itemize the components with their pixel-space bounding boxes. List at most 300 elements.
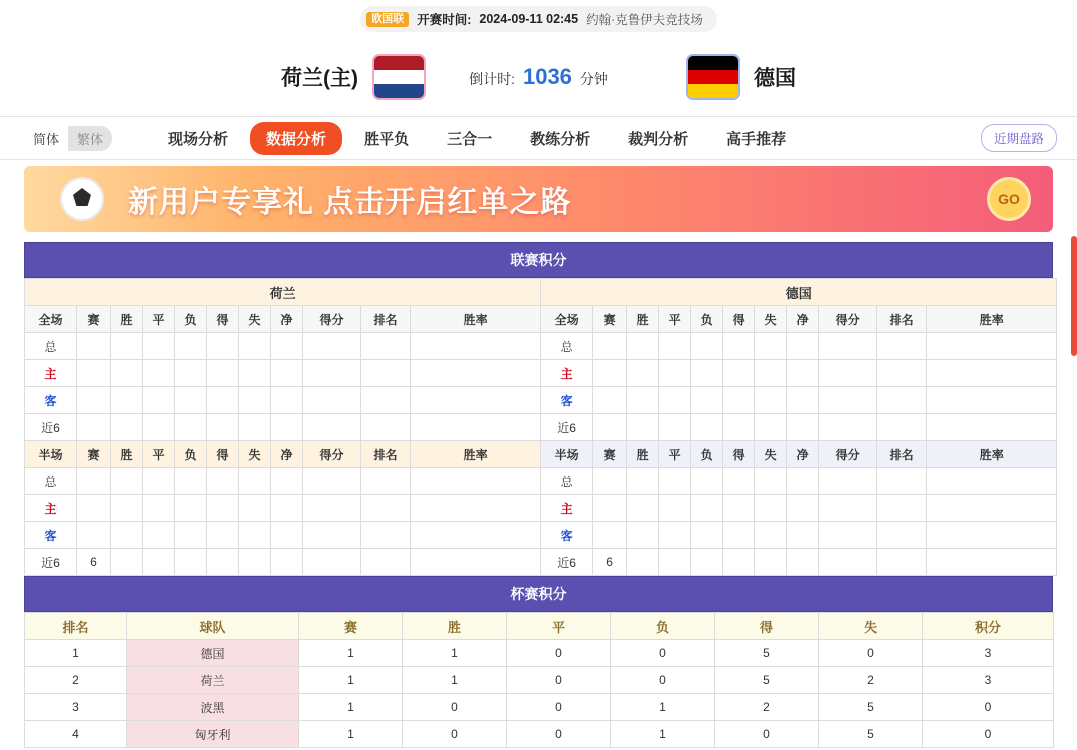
- row-label-away-1: 主: [541, 360, 593, 387]
- league-standings-table: [24, 278, 1057, 576]
- cell: [723, 495, 755, 522]
- cup-standings-body: [25, 613, 1054, 748]
- col-a-half-7: 净: [787, 441, 819, 468]
- cell: [143, 495, 175, 522]
- cell: [175, 360, 207, 387]
- cell: [361, 333, 411, 360]
- col-a-full-4: 负: [691, 306, 723, 333]
- cell: [111, 333, 143, 360]
- col-a-full-9: 排名: [877, 306, 927, 333]
- cell: [411, 549, 541, 576]
- cell: [877, 549, 927, 576]
- cell: [303, 387, 361, 414]
- cell: 6: [593, 549, 627, 576]
- row-label-home-1: 主: [25, 360, 77, 387]
- cell: [175, 414, 207, 441]
- cup-col-points: 积分: [923, 613, 1054, 640]
- cell: [593, 333, 627, 360]
- cell: 0: [923, 694, 1054, 721]
- cell: [175, 468, 207, 495]
- cell: [207, 387, 239, 414]
- col-a-half-0: 半场: [541, 441, 593, 468]
- cell: [593, 414, 627, 441]
- cup-team-name[interactable]: 匈牙利: [127, 721, 299, 748]
- cell: [723, 414, 755, 441]
- cell: [271, 387, 303, 414]
- cell: [303, 495, 361, 522]
- row-label-home-3: 近6: [25, 414, 77, 441]
- cup-team-name[interactable]: 荷兰: [127, 667, 299, 694]
- col-a-full-10: 胜率: [927, 306, 1057, 333]
- col-h-full-5: 得: [207, 306, 239, 333]
- row-label-away-0: 总: [541, 333, 593, 360]
- cell: 5: [819, 721, 923, 748]
- cell: [723, 522, 755, 549]
- cell: [927, 522, 1057, 549]
- cell: [271, 414, 303, 441]
- cell: [877, 522, 927, 549]
- cell: [787, 522, 819, 549]
- kickoff-label: 开赛时间:: [417, 13, 472, 27]
- soccer-ball-icon: [60, 177, 104, 221]
- cell: [303, 522, 361, 549]
- cell: [239, 549, 271, 576]
- table-row: [25, 387, 1057, 414]
- col-h-half-5: 得: [207, 441, 239, 468]
- tab-data-analysis[interactable]: 数据分析: [250, 122, 342, 155]
- cell: 0: [507, 694, 611, 721]
- league-tag: 欧国联: [366, 12, 409, 27]
- col-h-full-7: 净: [271, 306, 303, 333]
- recent-odds-button[interactable]: 近期盘路: [981, 124, 1057, 152]
- cell: [627, 549, 659, 576]
- cell: [627, 333, 659, 360]
- cell: [175, 495, 207, 522]
- cup-standings-title: 杯赛积分: [24, 576, 1053, 612]
- cell: [927, 549, 1057, 576]
- cell: [755, 468, 787, 495]
- cell: [659, 468, 691, 495]
- cell: 0: [611, 667, 715, 694]
- col-a-half-3: 平: [659, 441, 691, 468]
- scrollbar-thumb[interactable]: [1071, 236, 1077, 356]
- cell: [77, 495, 111, 522]
- cell: [627, 522, 659, 549]
- lang-simplified-option[interactable]: 简体: [24, 126, 68, 151]
- cell: [361, 414, 411, 441]
- table-row: [25, 667, 1054, 694]
- tab-win-draw-lose[interactable]: 胜平负: [364, 130, 410, 148]
- home-table-team-label: 荷兰: [25, 279, 541, 306]
- cell: [723, 549, 755, 576]
- cell: [755, 522, 787, 549]
- away-team-flag-icon: [686, 54, 740, 100]
- col-a-half-1: 赛: [593, 441, 627, 468]
- cell: [627, 414, 659, 441]
- cell: 0: [611, 640, 715, 667]
- cell: [303, 360, 361, 387]
- cell: [303, 414, 361, 441]
- cell: [691, 387, 723, 414]
- cell: 0: [507, 721, 611, 748]
- cell: [175, 522, 207, 549]
- cup-col-rank: 排名: [25, 613, 127, 640]
- tab-coach-analysis[interactable]: 教练分析: [530, 130, 591, 148]
- cell: 0: [923, 721, 1054, 748]
- cell: 3: [923, 640, 1054, 667]
- cup-standings-table: [24, 612, 1054, 748]
- cell: [361, 522, 411, 549]
- cup-col-played: 赛: [299, 613, 403, 640]
- cell: [691, 549, 723, 576]
- promo-banner-text: 新用户专享礼 点击开启红单之路: [128, 186, 572, 219]
- col-h-half-4: 负: [175, 441, 207, 468]
- cell: [207, 522, 239, 549]
- cell: [877, 333, 927, 360]
- cell: [787, 333, 819, 360]
- cell: [927, 495, 1057, 522]
- cell: 0: [715, 721, 819, 748]
- home-team-flag-icon: [372, 54, 426, 100]
- col-h-half-9: 排名: [361, 441, 411, 468]
- cell: [877, 387, 927, 414]
- cell: 0: [507, 667, 611, 694]
- cell: 4: [25, 721, 127, 748]
- cup-col-ga: 失: [819, 613, 923, 640]
- cell: [593, 360, 627, 387]
- col-a-full-3: 平: [659, 306, 691, 333]
- cell: [723, 468, 755, 495]
- cell: 5: [819, 694, 923, 721]
- language-toggle[interactable]: [24, 126, 112, 151]
- col-a-half-5: 得: [723, 441, 755, 468]
- cell: [927, 387, 1057, 414]
- cell: [627, 387, 659, 414]
- cell: [111, 495, 143, 522]
- halfrow-label-away-1: 主: [541, 495, 593, 522]
- table-row: [25, 640, 1054, 667]
- cell: [111, 414, 143, 441]
- table-row: [25, 333, 1057, 360]
- cup-header-row: [25, 613, 1054, 640]
- cell: [819, 387, 877, 414]
- cell: [627, 468, 659, 495]
- cell: [271, 360, 303, 387]
- cell: [77, 468, 111, 495]
- cell: [593, 387, 627, 414]
- cell: [723, 333, 755, 360]
- cell: 1: [403, 667, 507, 694]
- cell: [755, 387, 787, 414]
- cell: 1: [611, 694, 715, 721]
- tab-three-in-one[interactable]: 三合一: [447, 130, 493, 148]
- half-time-header-row: [25, 441, 1057, 468]
- cell: [175, 387, 207, 414]
- tab-referee-analysis[interactable]: 裁判分析: [628, 130, 689, 148]
- cell: [271, 333, 303, 360]
- cell: [207, 549, 239, 576]
- cup-col-lose: 负: [611, 613, 715, 640]
- cell: 1: [25, 640, 127, 667]
- cell: [691, 522, 723, 549]
- cup-team-name[interactable]: 德国: [127, 640, 299, 667]
- cell: [239, 495, 271, 522]
- col-h-half-6: 失: [239, 441, 271, 468]
- cell: 1: [299, 694, 403, 721]
- cell: 5: [715, 667, 819, 694]
- away-team-name: 德国: [754, 67, 796, 90]
- match-header-bar: [0, 0, 1077, 38]
- col-a-full-0: 全场: [541, 306, 593, 333]
- halfrow-label-home-1: 主: [25, 495, 77, 522]
- col-a-half-6: 失: [755, 441, 787, 468]
- main-nav: [0, 116, 1077, 160]
- halfrow-label-away-2: 客: [541, 522, 593, 549]
- cell: [411, 468, 541, 495]
- home-team-name: 荷兰(主): [281, 67, 358, 90]
- col-h-full-10: 胜率: [411, 306, 541, 333]
- cell: [659, 522, 691, 549]
- col-h-full-3: 平: [143, 306, 175, 333]
- cell: [755, 360, 787, 387]
- cell: [787, 360, 819, 387]
- cell: [143, 387, 175, 414]
- cell: [927, 360, 1057, 387]
- cell: [659, 495, 691, 522]
- halfrow-label-away-3: 近6: [541, 549, 593, 576]
- cell: [207, 468, 239, 495]
- cell: [361, 468, 411, 495]
- cell: [593, 522, 627, 549]
- tab-live-analysis[interactable]: 现场分析: [168, 130, 229, 148]
- cell: [207, 495, 239, 522]
- col-a-half-10: 胜率: [927, 441, 1057, 468]
- cell: 1: [403, 640, 507, 667]
- cell: [593, 495, 627, 522]
- cell: [271, 549, 303, 576]
- countdown-value: 1036: [522, 64, 572, 89]
- col-h-half-0: 半场: [25, 441, 77, 468]
- table-row: [25, 522, 1057, 549]
- cell: [627, 360, 659, 387]
- col-a-half-8: 得分: [819, 441, 877, 468]
- col-h-half-2: 胜: [111, 441, 143, 468]
- cell: [877, 360, 927, 387]
- cell: 1: [611, 721, 715, 748]
- cell: [659, 387, 691, 414]
- cell: [271, 468, 303, 495]
- away-table-team-label: 德国: [541, 279, 1057, 306]
- col-a-half-2: 胜: [627, 441, 659, 468]
- col-h-full-0: 全场: [25, 306, 77, 333]
- cell: [239, 468, 271, 495]
- cup-col-win: 胜: [403, 613, 507, 640]
- cell: [361, 387, 411, 414]
- cell: [877, 468, 927, 495]
- cell: [77, 360, 111, 387]
- cell: [411, 360, 541, 387]
- cell: [787, 387, 819, 414]
- table-row: [25, 549, 1057, 576]
- match-info-pill: [360, 6, 717, 32]
- promo-banner[interactable]: [24, 166, 1053, 232]
- cell: 2: [715, 694, 819, 721]
- col-h-half-8: 得分: [303, 441, 361, 468]
- teams-row: [0, 38, 1077, 116]
- cell: [593, 468, 627, 495]
- cell: [927, 468, 1057, 495]
- col-h-full-2: 胜: [111, 306, 143, 333]
- cell: [755, 495, 787, 522]
- row-label-home-0: 总: [25, 333, 77, 360]
- home-team[interactable]: [281, 54, 426, 100]
- cell: [787, 495, 819, 522]
- row-label-away-3: 近6: [541, 414, 593, 441]
- cell: [111, 522, 143, 549]
- stats-content: [24, 242, 1053, 748]
- col-h-half-1: 赛: [77, 441, 111, 468]
- cell: [111, 360, 143, 387]
- col-h-half-3: 平: [143, 441, 175, 468]
- away-team[interactable]: [686, 54, 796, 100]
- cell: [361, 495, 411, 522]
- cell: [659, 549, 691, 576]
- full-time-header-row: [25, 306, 1057, 333]
- col-a-full-7: 净: [787, 306, 819, 333]
- cup-col-gf: 得: [715, 613, 819, 640]
- cell: 1: [299, 640, 403, 667]
- cell: [659, 333, 691, 360]
- cell: [691, 360, 723, 387]
- cell: [411, 495, 541, 522]
- cell: [239, 414, 271, 441]
- cell: [755, 414, 787, 441]
- cell: [111, 468, 143, 495]
- col-a-full-6: 失: [755, 306, 787, 333]
- cell: [927, 333, 1057, 360]
- cell: [659, 414, 691, 441]
- cell: [111, 387, 143, 414]
- cell: 6: [77, 549, 111, 576]
- cell: [207, 414, 239, 441]
- halfrow-label-home-3: 近6: [25, 549, 77, 576]
- cell: [723, 387, 755, 414]
- cell: [691, 414, 723, 441]
- countdown: [469, 64, 608, 90]
- cell: [819, 414, 877, 441]
- cell: [207, 333, 239, 360]
- col-a-half-9: 排名: [877, 441, 927, 468]
- cell: [143, 549, 175, 576]
- cell: [819, 522, 877, 549]
- cell: [819, 495, 877, 522]
- cell: 2: [25, 667, 127, 694]
- cell: [303, 333, 361, 360]
- cell: [303, 468, 361, 495]
- cell: [819, 333, 877, 360]
- cell: [411, 387, 541, 414]
- cell: 1: [299, 667, 403, 694]
- cell: 0: [403, 694, 507, 721]
- cell: [111, 549, 143, 576]
- cup-team-name[interactable]: 波黑: [127, 694, 299, 721]
- cell: [411, 522, 541, 549]
- cell: [361, 360, 411, 387]
- cell: [691, 333, 723, 360]
- col-h-full-6: 失: [239, 306, 271, 333]
- cell: [143, 468, 175, 495]
- league-standings-body: [25, 279, 1057, 576]
- cell: [143, 414, 175, 441]
- cell: [819, 549, 877, 576]
- team-name-header-row: [25, 279, 1057, 306]
- cell: 3: [25, 694, 127, 721]
- cup-col-team: 球队: [127, 613, 299, 640]
- col-h-full-4: 负: [175, 306, 207, 333]
- cell: [755, 333, 787, 360]
- cell: 2: [819, 667, 923, 694]
- table-row: [25, 360, 1057, 387]
- cell: [77, 414, 111, 441]
- countdown-label: 倒计时:: [469, 71, 515, 87]
- lang-traditional-option[interactable]: 繁体: [68, 126, 112, 151]
- tab-expert-picks[interactable]: 高手推荐: [726, 130, 787, 148]
- cell: 0: [819, 640, 923, 667]
- cell: 1: [299, 721, 403, 748]
- halfrow-label-home-0: 总: [25, 468, 77, 495]
- col-a-full-5: 得: [723, 306, 755, 333]
- cell: 0: [403, 721, 507, 748]
- cell: 3: [923, 667, 1054, 694]
- table-row: [25, 694, 1054, 721]
- cell: [787, 468, 819, 495]
- cell: [787, 414, 819, 441]
- col-h-full-1: 赛: [77, 306, 111, 333]
- cell: [627, 495, 659, 522]
- table-row: [25, 468, 1057, 495]
- cell: [411, 414, 541, 441]
- col-h-half-7: 净: [271, 441, 303, 468]
- table-row: [25, 414, 1057, 441]
- cell: [77, 387, 111, 414]
- cell: [207, 360, 239, 387]
- cell: [877, 495, 927, 522]
- cell: [303, 549, 361, 576]
- cell: [175, 333, 207, 360]
- col-a-half-4: 负: [691, 441, 723, 468]
- league-standings-title: 联赛积分: [24, 242, 1053, 278]
- cell: [877, 414, 927, 441]
- col-a-full-1: 赛: [593, 306, 627, 333]
- cell: 0: [507, 640, 611, 667]
- cell: [723, 360, 755, 387]
- cell: [239, 522, 271, 549]
- cell: [755, 549, 787, 576]
- cell: 5: [715, 640, 819, 667]
- cell: [143, 522, 175, 549]
- table-row: [25, 495, 1057, 522]
- cell: [271, 522, 303, 549]
- venue-name: 约翰·克鲁伊夫竞技场: [586, 13, 703, 27]
- col-h-full-8: 得分: [303, 306, 361, 333]
- promo-go-button[interactable]: GO: [987, 177, 1031, 221]
- cell: [691, 495, 723, 522]
- cell: [239, 360, 271, 387]
- halfrow-label-home-2: 客: [25, 522, 77, 549]
- cell: [77, 333, 111, 360]
- cell: [361, 549, 411, 576]
- cell: [787, 549, 819, 576]
